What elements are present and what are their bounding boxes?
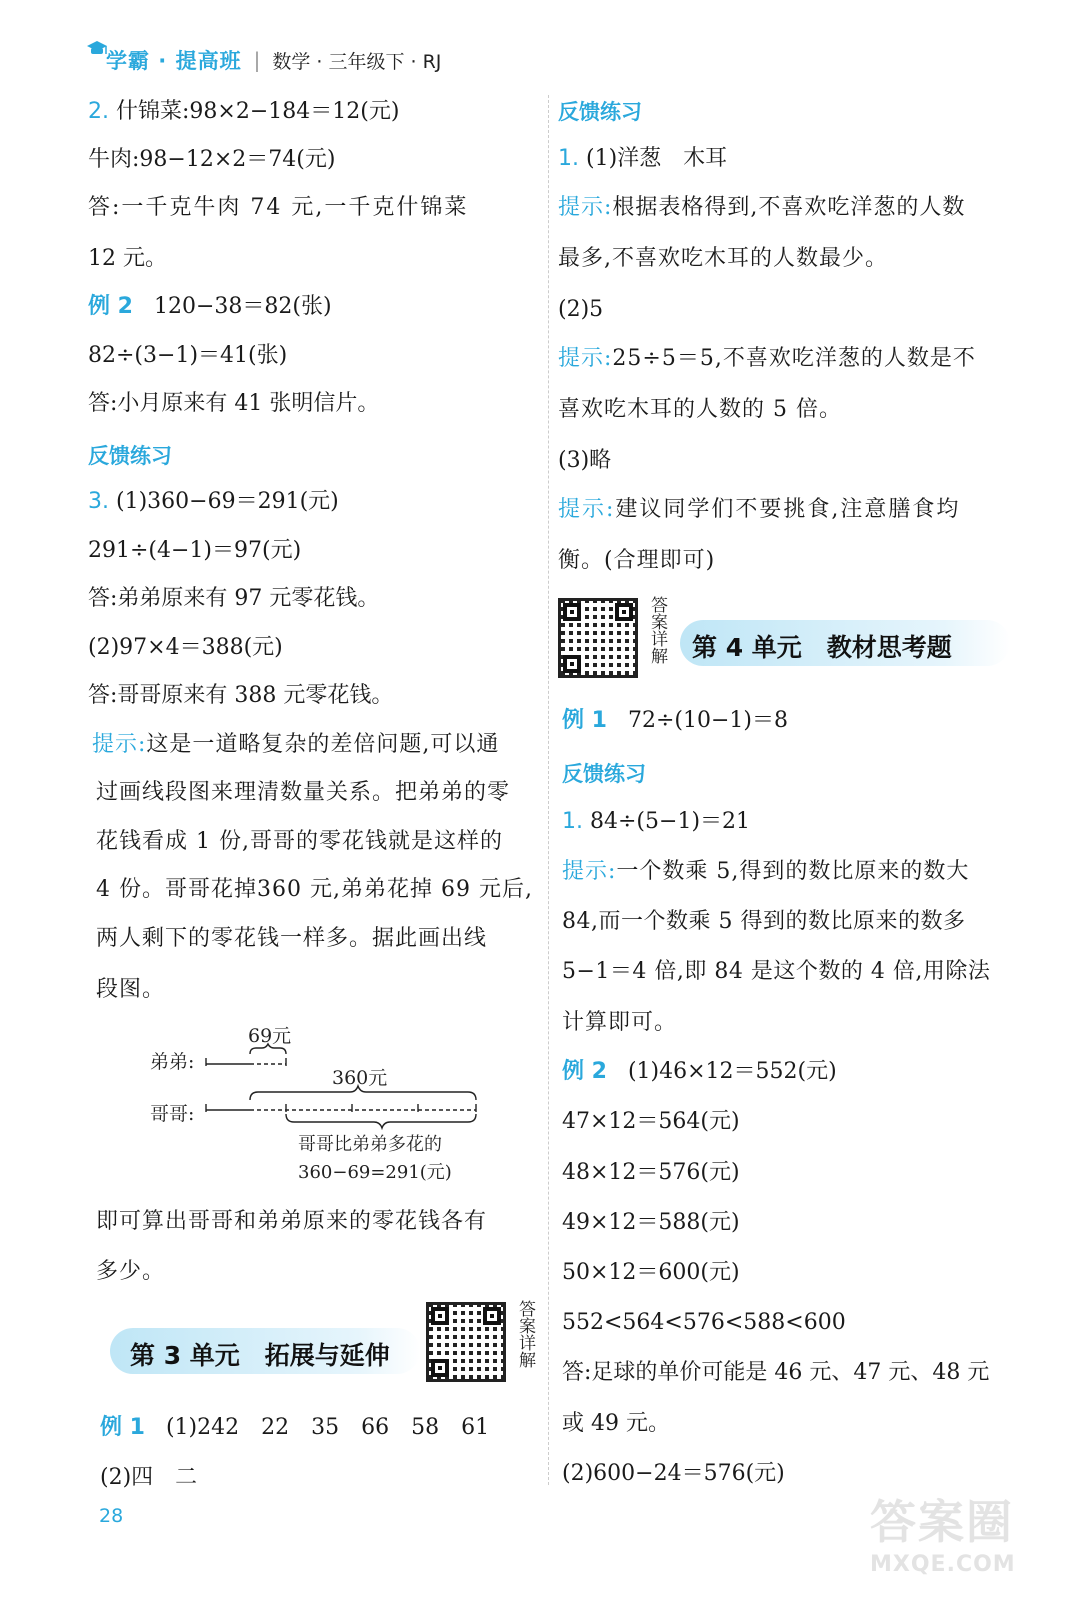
answer-line: 答:小月原来有 41 张明信片。 xyxy=(88,391,380,416)
watermark: 答案圈 MXQE.COM xyxy=(870,1495,1016,1577)
tip-label: 提示: xyxy=(558,195,613,220)
tip-label: 提示: xyxy=(558,346,613,371)
label-360: 360元 xyxy=(332,1067,388,1089)
qr-code-icon[interactable] xyxy=(558,598,638,678)
page-number: 28 xyxy=(99,1505,124,1527)
brace-291 xyxy=(286,1114,476,1128)
tip-line: 喜欢吃木耳的人数的 5 倍。 xyxy=(558,397,842,422)
tip-line: 5−1＝4 倍,即 84 是这个数的 4 倍,用除法 xyxy=(562,959,991,984)
tip-label: 提示: xyxy=(562,859,617,884)
note-line-1: 哥哥比弟弟多花的 xyxy=(298,1134,442,1155)
qr-code-label: 答案详解 xyxy=(515,1300,535,1368)
tip-line: 84,而一个数乘 5 得到的数比原来的数多 xyxy=(562,909,966,934)
tip-label: 提示: xyxy=(558,497,616,522)
answer-line: 1. (1)洋葱 木耳 xyxy=(558,146,728,171)
unit-3-title: 第 3 单元 拓展与延伸 xyxy=(130,1341,390,1370)
unit-4-title: 第 4 单元 教材思考题 xyxy=(692,633,952,662)
qr-code-label: 答案详解 xyxy=(647,596,667,664)
tip-line: 提示:25÷5＝5,不喜欢吃洋葱的人数是不 xyxy=(558,346,976,371)
section-heading-feedback: 反馈练习 xyxy=(88,444,172,468)
tip-line: 计算即可。 xyxy=(562,1010,678,1035)
brand-title: 学霸 · 提高班 xyxy=(106,49,242,73)
answer-line: 答:一千克牛肉 74 元,一千克什锦菜 xyxy=(88,195,469,220)
example-2: 例 2 120−38＝82(张) xyxy=(88,294,332,319)
column-divider xyxy=(548,95,550,1485)
note-line-2: 360−69=291(元) xyxy=(298,1162,452,1183)
answer-line: 或 49 元。 xyxy=(562,1411,670,1436)
tip-line: 花钱看成 1 份,哥哥的零花钱就是这样的 xyxy=(96,829,503,854)
answer-line: 12 元。 xyxy=(88,246,167,271)
tip-line: 提示:一个数乘 5,得到的数比原来的数大 xyxy=(562,859,970,884)
header-separator: | xyxy=(253,48,261,72)
tip-line: 提示:这是一道略复杂的差倍问题,可以通 xyxy=(92,732,500,757)
subject-label: 数学 · 三年级下 · RJ xyxy=(272,50,442,73)
section-heading-feedback: 反馈练习 xyxy=(558,100,642,124)
answer-line: 答:哥哥原来有 388 元零花钱。 xyxy=(88,683,394,708)
answer-line: 552<564<576<588<600 xyxy=(562,1310,846,1335)
answer-line: 1. 84÷(5−1)＝21 xyxy=(562,809,751,834)
section-heading-feedback: 反馈练习 xyxy=(562,762,646,786)
answer-line: 50×12＝600(元) xyxy=(562,1260,740,1285)
answer-line: (2)四 二 xyxy=(100,1465,198,1490)
label-gege: 哥哥: xyxy=(150,1103,195,1125)
answer-line: 48×12＝576(元) xyxy=(562,1160,740,1185)
answer-line: (3)略 xyxy=(558,448,612,473)
answer-line: 答:弟弟原来有 97 元零花钱。 xyxy=(88,586,380,611)
answer-line: (2)600−24＝576(元) xyxy=(562,1461,785,1486)
answer-line: 即可算出哥哥和弟弟原来的零花钱各有 xyxy=(96,1209,488,1234)
answer-line: 答:足球的单价可能是 46 元、47 元、48 元 xyxy=(562,1360,990,1385)
answer-line: (2)5 xyxy=(558,297,604,322)
answer-line: 82÷(3−1)＝41(张) xyxy=(88,343,288,368)
tip-line: 两人剩下的零花钱一样多。据此画出线 xyxy=(96,926,488,951)
answer-line: 3. (1)360−69＝291(元) xyxy=(88,489,339,514)
tip-label: 提示: xyxy=(92,732,147,757)
tip-line: 衡。(合理即可) xyxy=(558,548,716,573)
example-1: 例 1 (1)242 22 35 66 58 61 xyxy=(100,1415,490,1440)
tip-line: 段图。 xyxy=(96,977,166,1002)
tip-line: 4 份。哥哥花掉360 元,弟弟花掉 69 元后, xyxy=(96,877,533,902)
page-header xyxy=(88,38,441,82)
tip-line: 提示:根据表格得到,不喜欢吃洋葱的人数 xyxy=(558,195,966,220)
answer-line: 牛肉:98−12×2＝74(元) xyxy=(88,147,336,172)
tip-line: 过画线段图来理清数量关系。把弟弟的零 xyxy=(96,780,511,805)
answer-line: 多少。 xyxy=(96,1259,166,1284)
tip-line: 提示:建议同学们不要挑食,注意膳食均 xyxy=(558,497,961,522)
label-didi: 弟弟: xyxy=(150,1051,195,1073)
answer-line: 47×12＝564(元) xyxy=(562,1109,740,1134)
example-2: 例 2 (1)46×12＝552(元) xyxy=(562,1059,837,1084)
qr-code-icon[interactable] xyxy=(426,1302,506,1382)
label-69: 69元 xyxy=(248,1025,292,1047)
line-segment-diagram xyxy=(140,1020,500,1195)
answer-line: 2. 什锦菜:98×2−184＝12(元) xyxy=(88,99,400,124)
answer-line: 49×12＝588(元) xyxy=(562,1210,740,1235)
tip-line: 最多,不喜欢吃木耳的人数最少。 xyxy=(558,246,888,271)
answer-line: 291÷(4−1)＝97(元) xyxy=(88,538,302,563)
example-1: 例 1 72÷(10−1)＝8 xyxy=(562,708,788,733)
answer-line: (2)97×4＝388(元) xyxy=(88,635,283,660)
